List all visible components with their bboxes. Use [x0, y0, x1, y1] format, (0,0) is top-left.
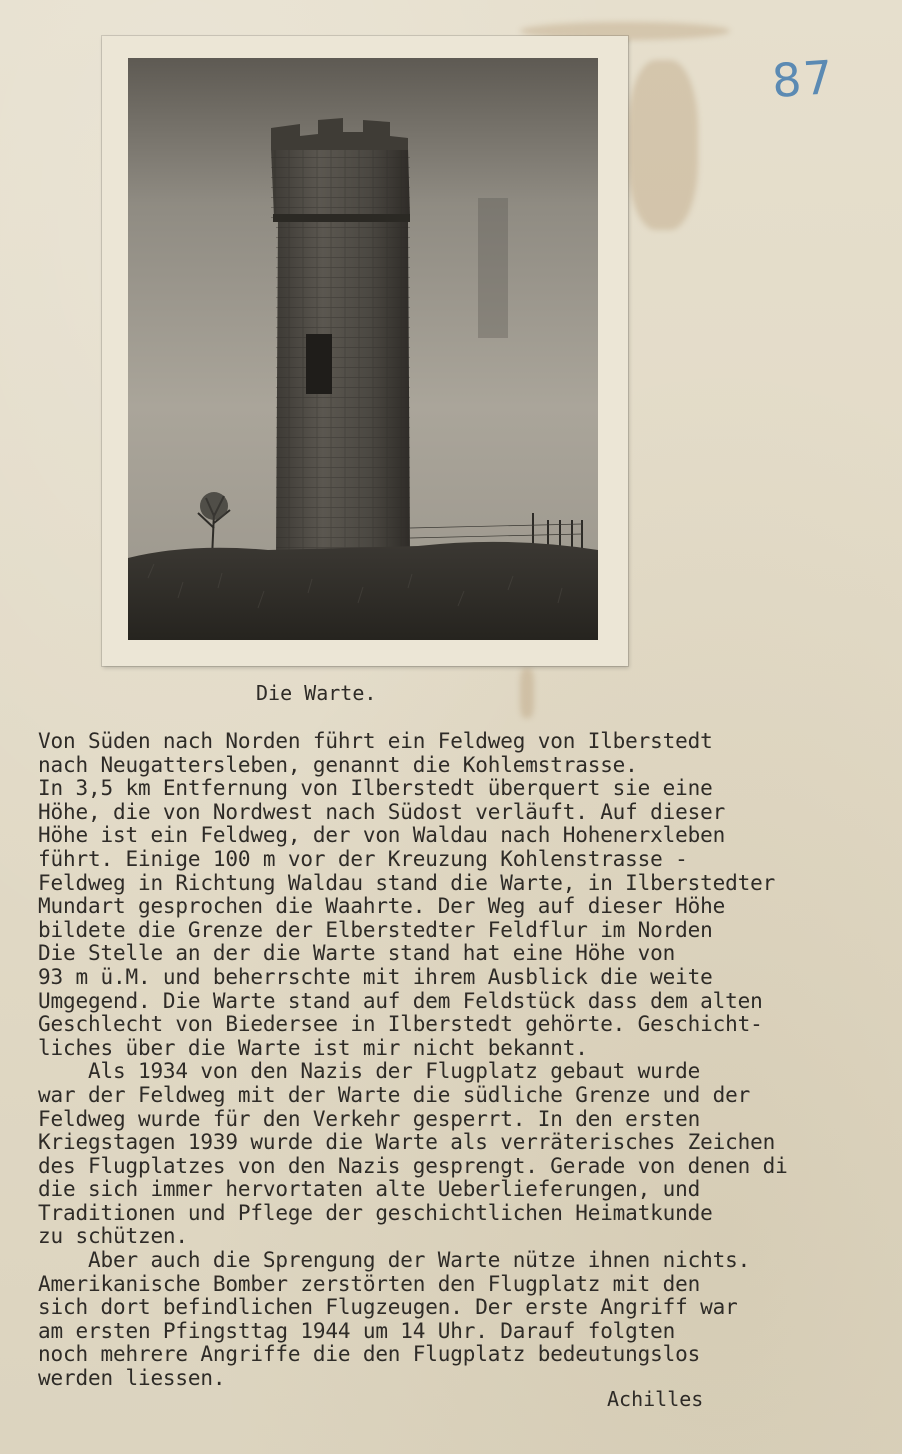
text-line: Kriegstagen 1939 wurde die Warte als verräterisches Zeichen: [38, 1130, 776, 1155]
text-line: Höhe ist ein Feldweg, der von Waldau nach Hohenerxleben: [38, 823, 726, 848]
paper-stain: [628, 60, 698, 230]
text-line: Amerikanische Bomber zerstörten den Flugplatz mit den: [38, 1271, 701, 1296]
text-line: des Flugplatzes von den Nazis gesprengt. Gerade von denen di: [38, 1153, 788, 1178]
text-line: noch mehrere Angriffe die den Flugplatz bedeutungslos: [38, 1342, 701, 1367]
text-line: Aber auch die Sprengung der Warte nütze ihnen nichts.: [38, 1248, 751, 1273]
text-line: werden liessen.: [38, 1366, 226, 1391]
text-line: war der Feldweg mit der Warte die südliche Grenze und der: [38, 1082, 751, 1107]
text-line: Feldweg wurde für den Verkehr gesperrt. In den ersten: [38, 1106, 701, 1131]
tower-photo-image: [128, 58, 598, 640]
tower-photograph: [128, 58, 598, 640]
author-signature: Achilles: [607, 1387, 704, 1411]
text-line: sich dort befindlichen Flugzeugen. Der erste Angriff war: [38, 1295, 738, 1320]
typewritten-text: [38, 730, 902, 1391]
text-line: Als 1934 von den Nazis der Flugplatz gebaut wurde: [38, 1059, 701, 1084]
text-line: In 3,5 km Entfernung von Ilberstedt überquert sie eine: [38, 776, 713, 801]
text-line: Traditionen und Pflege der geschichtlichen Heimatkunde: [38, 1200, 713, 1225]
paper-stain: [520, 668, 534, 718]
text-line: nach Neugattersleben, genannt die Kohlemstrasse.: [38, 752, 638, 777]
text-line: Mundart gesprochen die Waahrte. Der Weg auf dieser Höhe: [38, 894, 726, 919]
text-line: zu schützen.: [38, 1224, 188, 1249]
text-line: Die Stelle an der die Warte stand hat eine Höhe von: [38, 941, 676, 966]
photo-caption: Die Warte.: [256, 681, 377, 705]
text-line: Feldweg in Richtung Waldau stand die Warte, in Ilberstedter: [38, 870, 776, 895]
text-line: Umgegend. Die Warte stand auf dem Feldstück dass dem alten: [38, 988, 763, 1013]
text-line: Höhe, die von Nordwest nach Südost verläuft. Auf dieser: [38, 799, 726, 824]
text-line: bildete die Grenze der Elberstedter Feldflur im Norden: [38, 917, 713, 942]
text-line: führt. Einige 100 m vor der Kreuzung Kohlenstrasse -: [38, 846, 688, 871]
text-line: 93 m ü.M. und beherrschte mit ihrem Ausblick die weite: [38, 964, 713, 989]
text-line: am ersten Pfingsttag 1944 um 14 Uhr. Darauf folgten: [38, 1318, 676, 1343]
page-number: 87: [770, 49, 837, 109]
text-line: Von Süden nach Norden führt ein Feldweg von Ilberstedt: [38, 729, 713, 753]
text-line: liches über die Warte ist mir nicht bekannt.: [38, 1035, 588, 1060]
text-line: Geschlecht von Biedersee in Ilberstedt gehörte. Geschicht-: [38, 1012, 763, 1037]
text-line: die sich immer hervortaten alte Ueberlieferungen, und: [38, 1177, 701, 1202]
